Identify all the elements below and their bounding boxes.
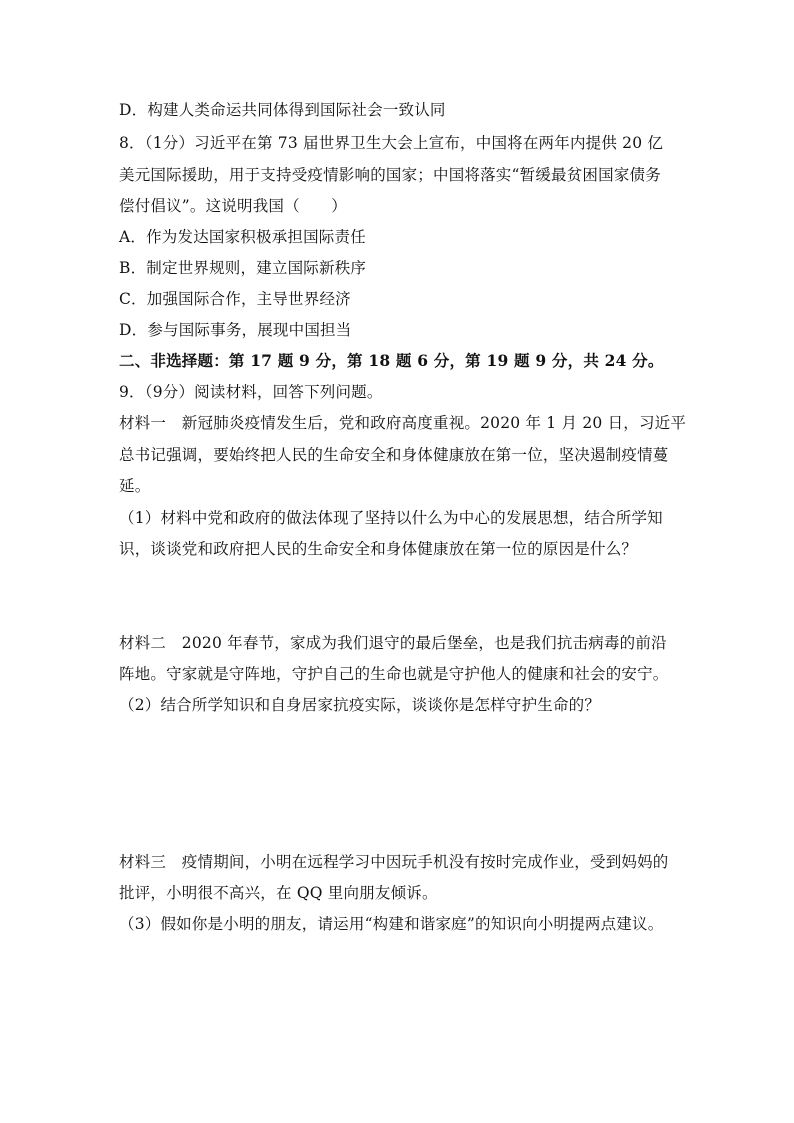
section-heading: 二、非选择题：第 17 题 9 分，第 18 题 6 分，第 19 题 9 分，共 24 分。 bbox=[119, 351, 664, 370]
q9-material-1-line-2: 总书记强调，要始终把人民的生命安全和身体健康放在第一位，坚决遏制疫情蔓 bbox=[119, 446, 669, 464]
q9-material-1-line-3: 延。 bbox=[119, 477, 151, 495]
q8-option-a: A．作为发达国家积极承担国际责任 bbox=[119, 228, 366, 246]
q8-option-b: B．制定世界规则，建立国际新秩序 bbox=[119, 259, 367, 277]
q7-option-d: D．构建人类命运共同体得到国际社会一致认同 bbox=[119, 101, 446, 119]
q9-stem: 9．（9分）阅读材料，回答下列问题。 bbox=[119, 383, 383, 401]
q8-stem-line-2: 美元国际援助，用于支持受疫情影响的国家；中国将落实“暂缓最贫困国家债务 bbox=[119, 166, 661, 184]
q9-material-2-line-2: 阵地。守家就是守阵地，守护自己的生命也就是守护他人的健康和社会的安宁。 bbox=[119, 665, 669, 683]
q8-option-d: D．参与国际事务，展现中国担当 bbox=[119, 321, 352, 339]
q8-stem-line-1: 8．（1分）习近平在第 73 届世界卫生大会上宣布，中国将在两年内提供 20 亿 bbox=[119, 134, 664, 152]
q8-stem-line-3: 偿付倡议”。这说明我国（ ） bbox=[119, 197, 347, 215]
q9-subquestion-3: （3）假如你是小明的朋友，请运用“构建和谐家庭”的知识向小明提两点建议。 bbox=[119, 915, 664, 933]
q9-material-3-line-2: 批评，小明很不高兴，在 QQ 里向朋友倾诉。 bbox=[119, 884, 438, 902]
q9-subquestion-1-line-2: 识，谈谈党和政府把人民的生命安全和身体健康放在第一位的原因是什么？ bbox=[119, 540, 638, 558]
q9-material-3-line-1: 材料三 疫情期间，小明在远程学习中因玩手机没有按时完成作业，受到妈妈的 bbox=[119, 853, 669, 871]
q9-material-1-line-1: 材料一 新冠肺炎疫情发生后，党和政府高度重视。2020 年 1 月 20 日，习近平 bbox=[119, 414, 687, 432]
q9-subquestion-1-line-1: （1）材料中党和政府的做法体现了坚持以什么为中心的发展思想，结合所学知 bbox=[119, 509, 663, 527]
q9-subquestion-2: （2）结合所学知识和自身居家抗疫实际，谈谈你是怎样守护生命的？ bbox=[119, 696, 601, 714]
q9-material-2-line-1: 材料二 2020 年春节，家成为我们退守的最后堡垒，也是我们抗击病毒的前沿 bbox=[119, 634, 667, 652]
q8-option-c: C．加强国际合作，主导世界经济 bbox=[119, 290, 351, 308]
